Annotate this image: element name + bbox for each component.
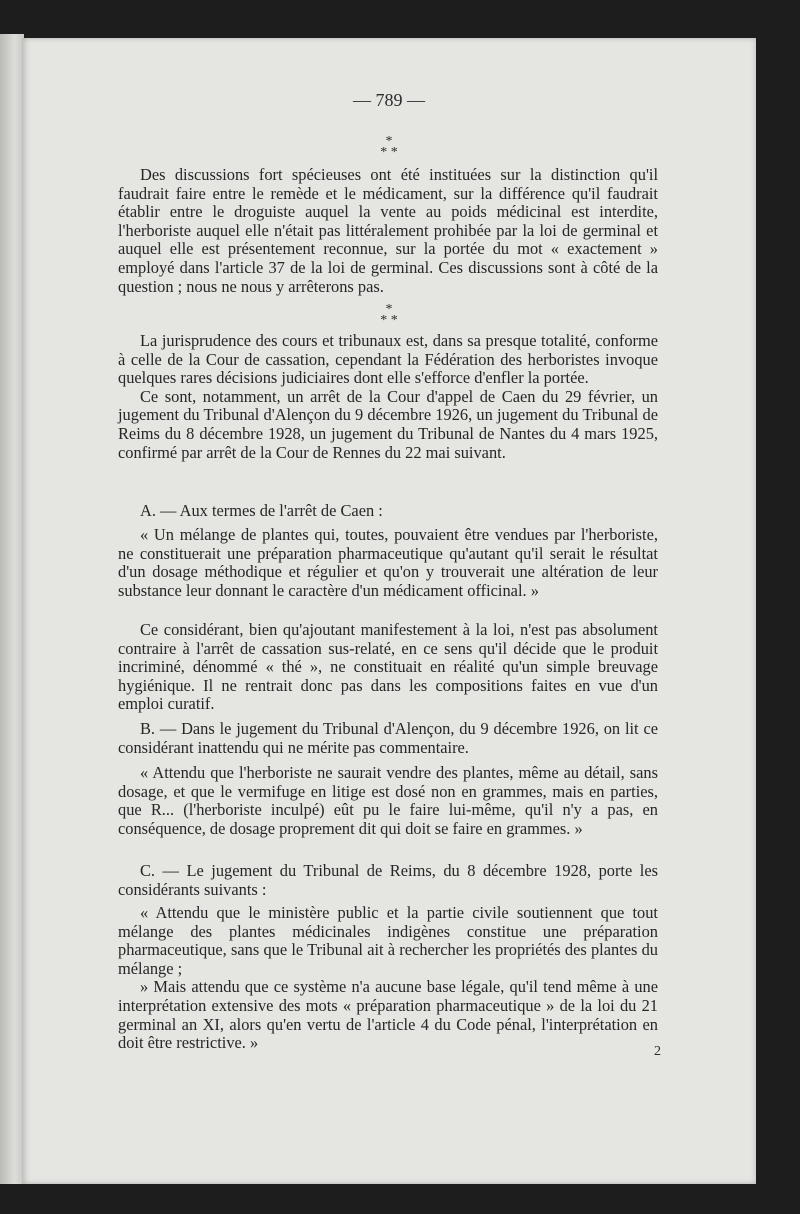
separator-top: *: [385, 134, 393, 149]
paragraph: La jurisprudence des cours et tribunaux est, dans sa presque totalité, conforme à celle de la Cour de cassation, cependant la Fédération des herboristes invoque quelques rares décisions judiciaires dont elle s'efforce d'enfler la portée.: [118, 331, 658, 388]
section-separator: [22, 136, 756, 158]
section-b-quote-block: [118, 764, 658, 838]
signature-mark: 2: [654, 1044, 661, 1059]
previous-page-edge: [0, 34, 24, 1184]
page-number: — 789 —: [353, 90, 425, 110]
section-c-heading: C. — Le jugement du Tribunal de Reims, du 8 décembre 1928, porte les considérants suivants :: [118, 861, 658, 899]
document-page: [22, 38, 756, 1184]
paragraph: Des discussions fort spécieuses ont été instituées sur la distinction qu'il faudrait faire entre le remède et le médicament, sur la différence qu'il faudrait établir entre le droguiste auquel la vente au poids médicinal est interdite, l'herboriste auquel elle n'était pas littéralement prohibée par la loi de germinal et auquel elle est présentement reconnue, sur la portée du mot « exactement » employé dans l'article 37 de la loi de germinal. Ces discussions sont à côté de la question ; nous ne nous y arrêterons pas.: [118, 165, 658, 296]
quotation: « Attendu que le ministère public et la partie civile soutiennent que tout mélange des plantes médicinales indigènes constitue une préparation pharmaceutique, sans que le Tribunal ait à rechercher les propriétés des plantes du mélange ;: [118, 903, 658, 978]
section-c-block: [118, 862, 658, 899]
paragraph: Ce sont, notamment, un arrêt de la Cour d'appel de Caen du 29 février, un jugement du Tribunal d'Alençon du 9 décembre 1926, un jugement du Tribunal de Reims du 8 décembre 1928, un jugement du Tribunal de Nantes du 4 mars 1925, confirmé par arrêt de la Cour de Rennes du 22 mai suivant.: [118, 386, 658, 462]
separator-bottom: * *: [380, 313, 398, 328]
paragraph: Ce considérant, bien qu'ajoutant manifestement à la loi, n'est pas absolument contraire à l'arrêt de cassation sus-relaté, en ce sens qu'il décide que le produit incriminé, dénommé « thé », ne constituait en réalité qu'un simple breuvage hygiénique. Il ne rentrait donc pas dans les compositions faites en vue d'un emploi curatif.: [118, 620, 658, 714]
text-block-2: [118, 332, 658, 462]
separator-bottom: * *: [380, 145, 398, 160]
section-a-commentary-block: [118, 621, 658, 714]
quotation: » Mais attendu que ce système n'a aucune base légale, qu'il tend même à une interprétation extensive des mots « préparation pharmaceutique » de la loi du 21 germinal an XI, alors qu'en vertu de l'article 4 du Code pénal, l'interprétation en doit être restrictive. »: [118, 977, 658, 1053]
text-block-1: [118, 166, 658, 296]
section-b-heading: B. — Dans le jugement du Tribunal d'Alençon, du 9 décembre 1926, on lit ce considérant inattendu qui ne mérite pas commentaire.: [118, 719, 658, 757]
section-separator: [22, 304, 756, 326]
section-a-heading: A. — Aux termes de l'arrêt de Caen :: [140, 501, 383, 520]
quotation: « Un mélange de plantes qui, toutes, pouvaient être vendues par l'herboriste, ne constituerait une préparation pharmaceutique qu'autant qu'il serait le résultat d'un dosage méthodique et régulier et qu'on y trouverait une altération de leur substance leur donnant le caractère d'un médicament officinal. »: [118, 525, 658, 600]
section-c-quote-block: [118, 904, 658, 1053]
section-a-heading-block: [118, 502, 658, 521]
quotation: « Attendu que l'herboriste ne saurait vendre des plantes, même au détail, sans dosage, et que le vermifuge en litige est dosé non en grammes, mais en parties, que R... (l'herboriste inculpé) eût pu le faire lui-même, qu'il n'y a pas, en conséquence, de dosage proprement dit qui doit se faire en grammes. »: [118, 763, 658, 838]
separator-top: *: [385, 302, 393, 317]
section-a-quote-block: [118, 526, 658, 600]
section-b-block: [118, 720, 658, 757]
